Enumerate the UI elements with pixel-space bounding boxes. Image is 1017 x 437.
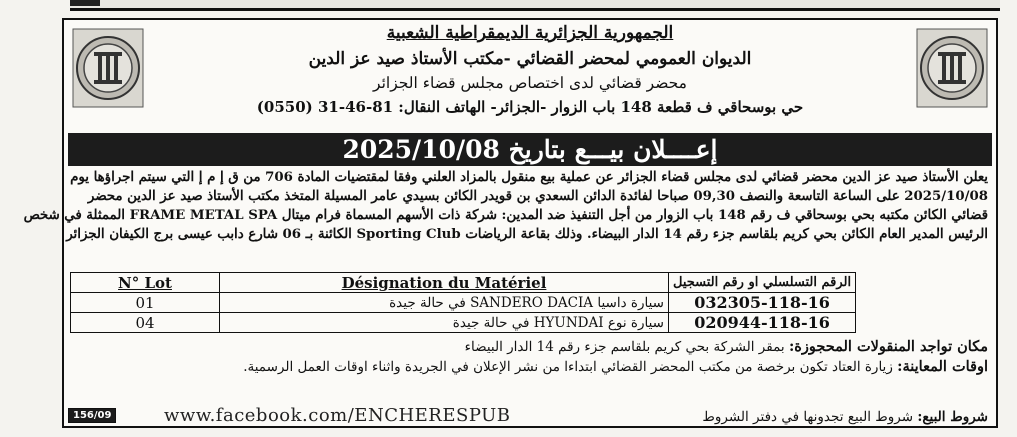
lot-number: 04 (71, 313, 220, 333)
bottom-row (64, 404, 996, 426)
location-label: مكان تواجد المنقولات المحجوزة: (788, 338, 988, 355)
inspection-line (72, 357, 988, 377)
sale-date-banner: إعــــلان بيـــع بتاريخ 2025/10/08 (68, 133, 992, 166)
lots-table (70, 272, 856, 333)
table-row (71, 293, 856, 313)
header-office-line: الديوان العمومي لمحضر القضائي -مكتب الأستاذ صيد عز الدين (308, 49, 752, 69)
notice-body (23, 168, 988, 268)
reference-badge: 156/09 (68, 408, 116, 423)
body-line: يعلن الأستاذ صيد عز الدين محضر قضائي لدى مجلس قضاء الجزائر عن عملية بيع منقول بالمزاد العلني وفقا لمقتضيات المادة 706 من ق إ م إ التي سيتم اجراؤها يوم (70, 170, 988, 185)
item-designation: سيارة داسيا SANDERO DACIA في حالة جيدة (220, 293, 669, 313)
notice-footer (72, 337, 988, 377)
conditions-text: شروط البيع تجدونها في دفتر الشروط (702, 409, 914, 425)
inspection-text: زيارة العتاد تكون برخصة من مكتب المحضر القضائي ابتداءا من نشر الإعلان في الجريدة واثناء اوقات العمل الرسمية. (243, 359, 893, 375)
item-designation: سيارة نوع HYUNDAI في حالة جيدة (220, 313, 669, 333)
notice-header (64, 20, 996, 132)
conditions-line (702, 409, 988, 425)
location-line (72, 337, 988, 357)
table-row (71, 313, 856, 333)
body-line: 2025/10/08 على الساعة التاسعة والنصف 09,30 صباحا لفائدة الدائن السعدي بن قويدر الكائن بسيدي عامر المسيلة المتخذ مكتب الأستاذ صيد عز الدين محضر (87, 189, 988, 204)
conditions-label: شروط البيع: (917, 409, 988, 425)
official-seal-logo (916, 28, 988, 108)
registration-number: 032305-118-16 (669, 293, 856, 313)
lot-number: 01 (71, 293, 220, 313)
lot-column-header: N° Lot (71, 273, 220, 293)
body-line: الرئيس المدير العام الكائن بحي كريم بلقاسم جزء رقم 14 الدار البيضاء. وذلك بقاعة الرياضات Sporting Club الكائنة بـ 06 شارع دابب عيسى برج الكيفان الجزائر (66, 227, 988, 242)
website-link[interactable]: www.facebook.com/ENCHERESPUB (164, 405, 511, 426)
registration-column-header: الرقم التسلسلي او رقم التسجيل (669, 273, 856, 293)
designation-column-header: Désignation du Matériel (220, 273, 669, 293)
header-address-line: حي بوسحاقي ف قطعة 148 باب الزوار -الجزائر- الهاتف النقال: 81-46-31 (0550) (256, 98, 804, 116)
registration-number: 020944-118-16 (669, 313, 856, 333)
header-republic-line: الجمهورية الجزائرية الديمقراطية الشعبية (386, 23, 674, 43)
official-seal-logo (72, 28, 144, 108)
auction-notice (23, 18, 998, 428)
corner-mark (70, 0, 100, 6)
inspection-label: اوقات المعاينة: (897, 358, 988, 375)
table-header-row (71, 273, 856, 293)
header-jurisdiction-line: محضر قضائي لدى اختصاص مجلس قضاء الجزائر (373, 74, 687, 92)
location-text: بمقر الشركة بحي كريم بلقاسم جزء رقم 14 الدار البيضاء (464, 339, 785, 355)
top-page-strip (70, 0, 1000, 11)
body-line: قضائي الكائن مكتبه بحي بوسحاقي ف رقم 148 باب الزوار من أجل التنفيذ ضد المدين: شركة ذات الأسهم المسماة فرام ميتال FRAME METAL SPA الممثلة في شخص (23, 208, 988, 223)
